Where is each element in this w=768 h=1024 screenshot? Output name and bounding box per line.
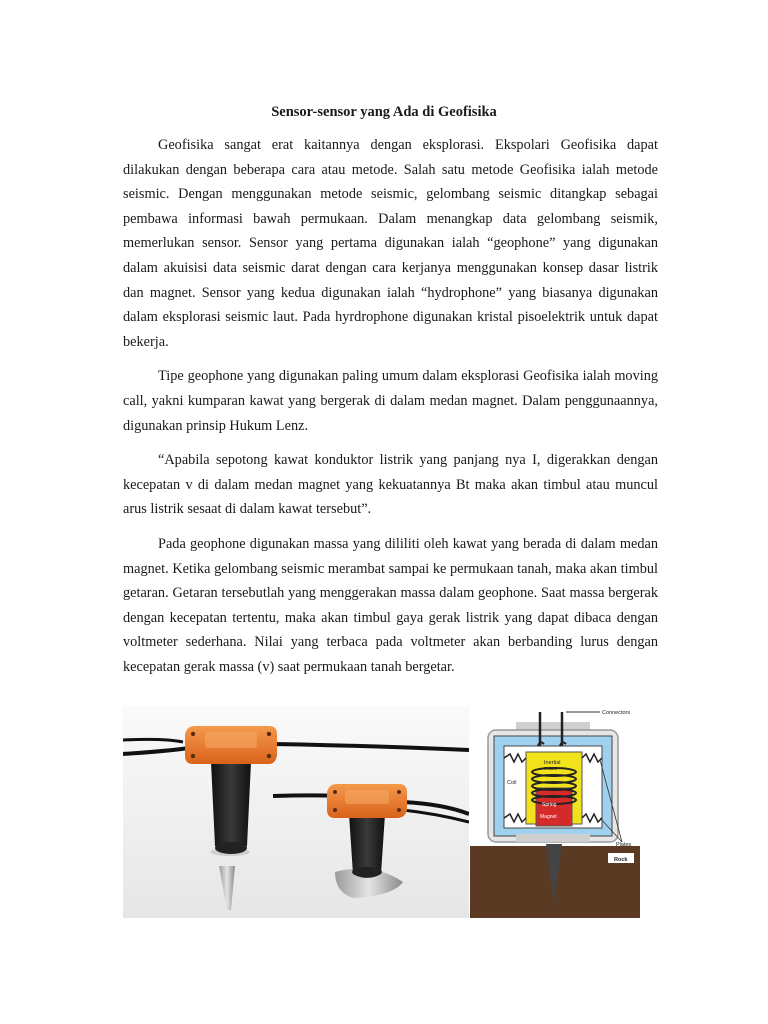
label-spring: Spring <box>542 802 557 808</box>
paragraph: Tipe geophone yang digunakan paling umum dalam eksplorasi Geofisika ialah moving call, yakni kumparan kawat yang bergerak di dalam medan magnet. Dalam penggunaannya, digunakan prinsip Hukum Lenz. <box>123 368 658 434</box>
label-magnet: Magnet <box>540 814 557 820</box>
label-connectors: Connectors <box>602 710 631 716</box>
label-rock: Rock <box>614 857 628 863</box>
paragraph: “Apabila sepotong kawat konduktor listrik yang panjang nya I, digerakkan dengan kecepatan v di dalam medan magnet yang kekuatannya Bt maka akan timbul atau muncul arus listrik sesaat di dalam kawat tersebut”. <box>123 452 658 518</box>
document-title: Sensor-sensor yang Ada di Geofisika <box>271 104 497 120</box>
label-plates: Plates <box>616 842 632 848</box>
label-mass: mass <box>544 766 558 772</box>
document-body <box>123 133 658 689</box>
label-coil: Coil <box>507 780 517 786</box>
label-inertial: Inertial <box>544 760 561 766</box>
geophone-diagram <box>470 706 640 918</box>
geophone-figure <box>123 706 640 918</box>
geophone-photo <box>123 706 469 918</box>
paragraph: Geofisika sangat erat kaitannya dengan eksplorasi. Ekspolari Geofisika dapat dilakukan dengan beberapa cara atau metode. Salah satu metode Geofisika ialah metode seismic. Dengan menggunakan metode seismic, gelombang seismic ditangkap sebagai pembawa informasi bawah permukaan. Dalam menangkap data gelombang seismik, memerlukan sensor. Sensor yang pertama digunakan ialah “geophone” yang digunakan dalam akuisisi data seismic darat dengan cara kerjanya menggunakan konsep dasar listrik dan magnet. Sensor yang kedua digunakan ialah “hydrophone” yang biasanya digunakan dalam eksplorasi seismic laut. Pada hyrdrophone digunakan kristal pisoelektrik untuk dapat bekerja. <box>123 137 658 350</box>
paragraph: Pada geophone digunakan massa yang dililiti oleh kawat yang berada di dalam medan magnet. Ketika gelombang seismic merambat sampai ke permukaan tanah, maka akan timbul getaran. Getaran tersebutlah yang menggerakan massa dalam geophone. Saat massa bergerak dengan kecepatan tertentu, maka akan timbul gaya gerak listrik yang dapat dibaca dengan voltmeter sederhana. Nilai yang terbaca pada voltmeter akan berbanding lurus dengan kecepatan gerak massa (v) saat permukaan tanah bergetar. <box>123 535 658 675</box>
